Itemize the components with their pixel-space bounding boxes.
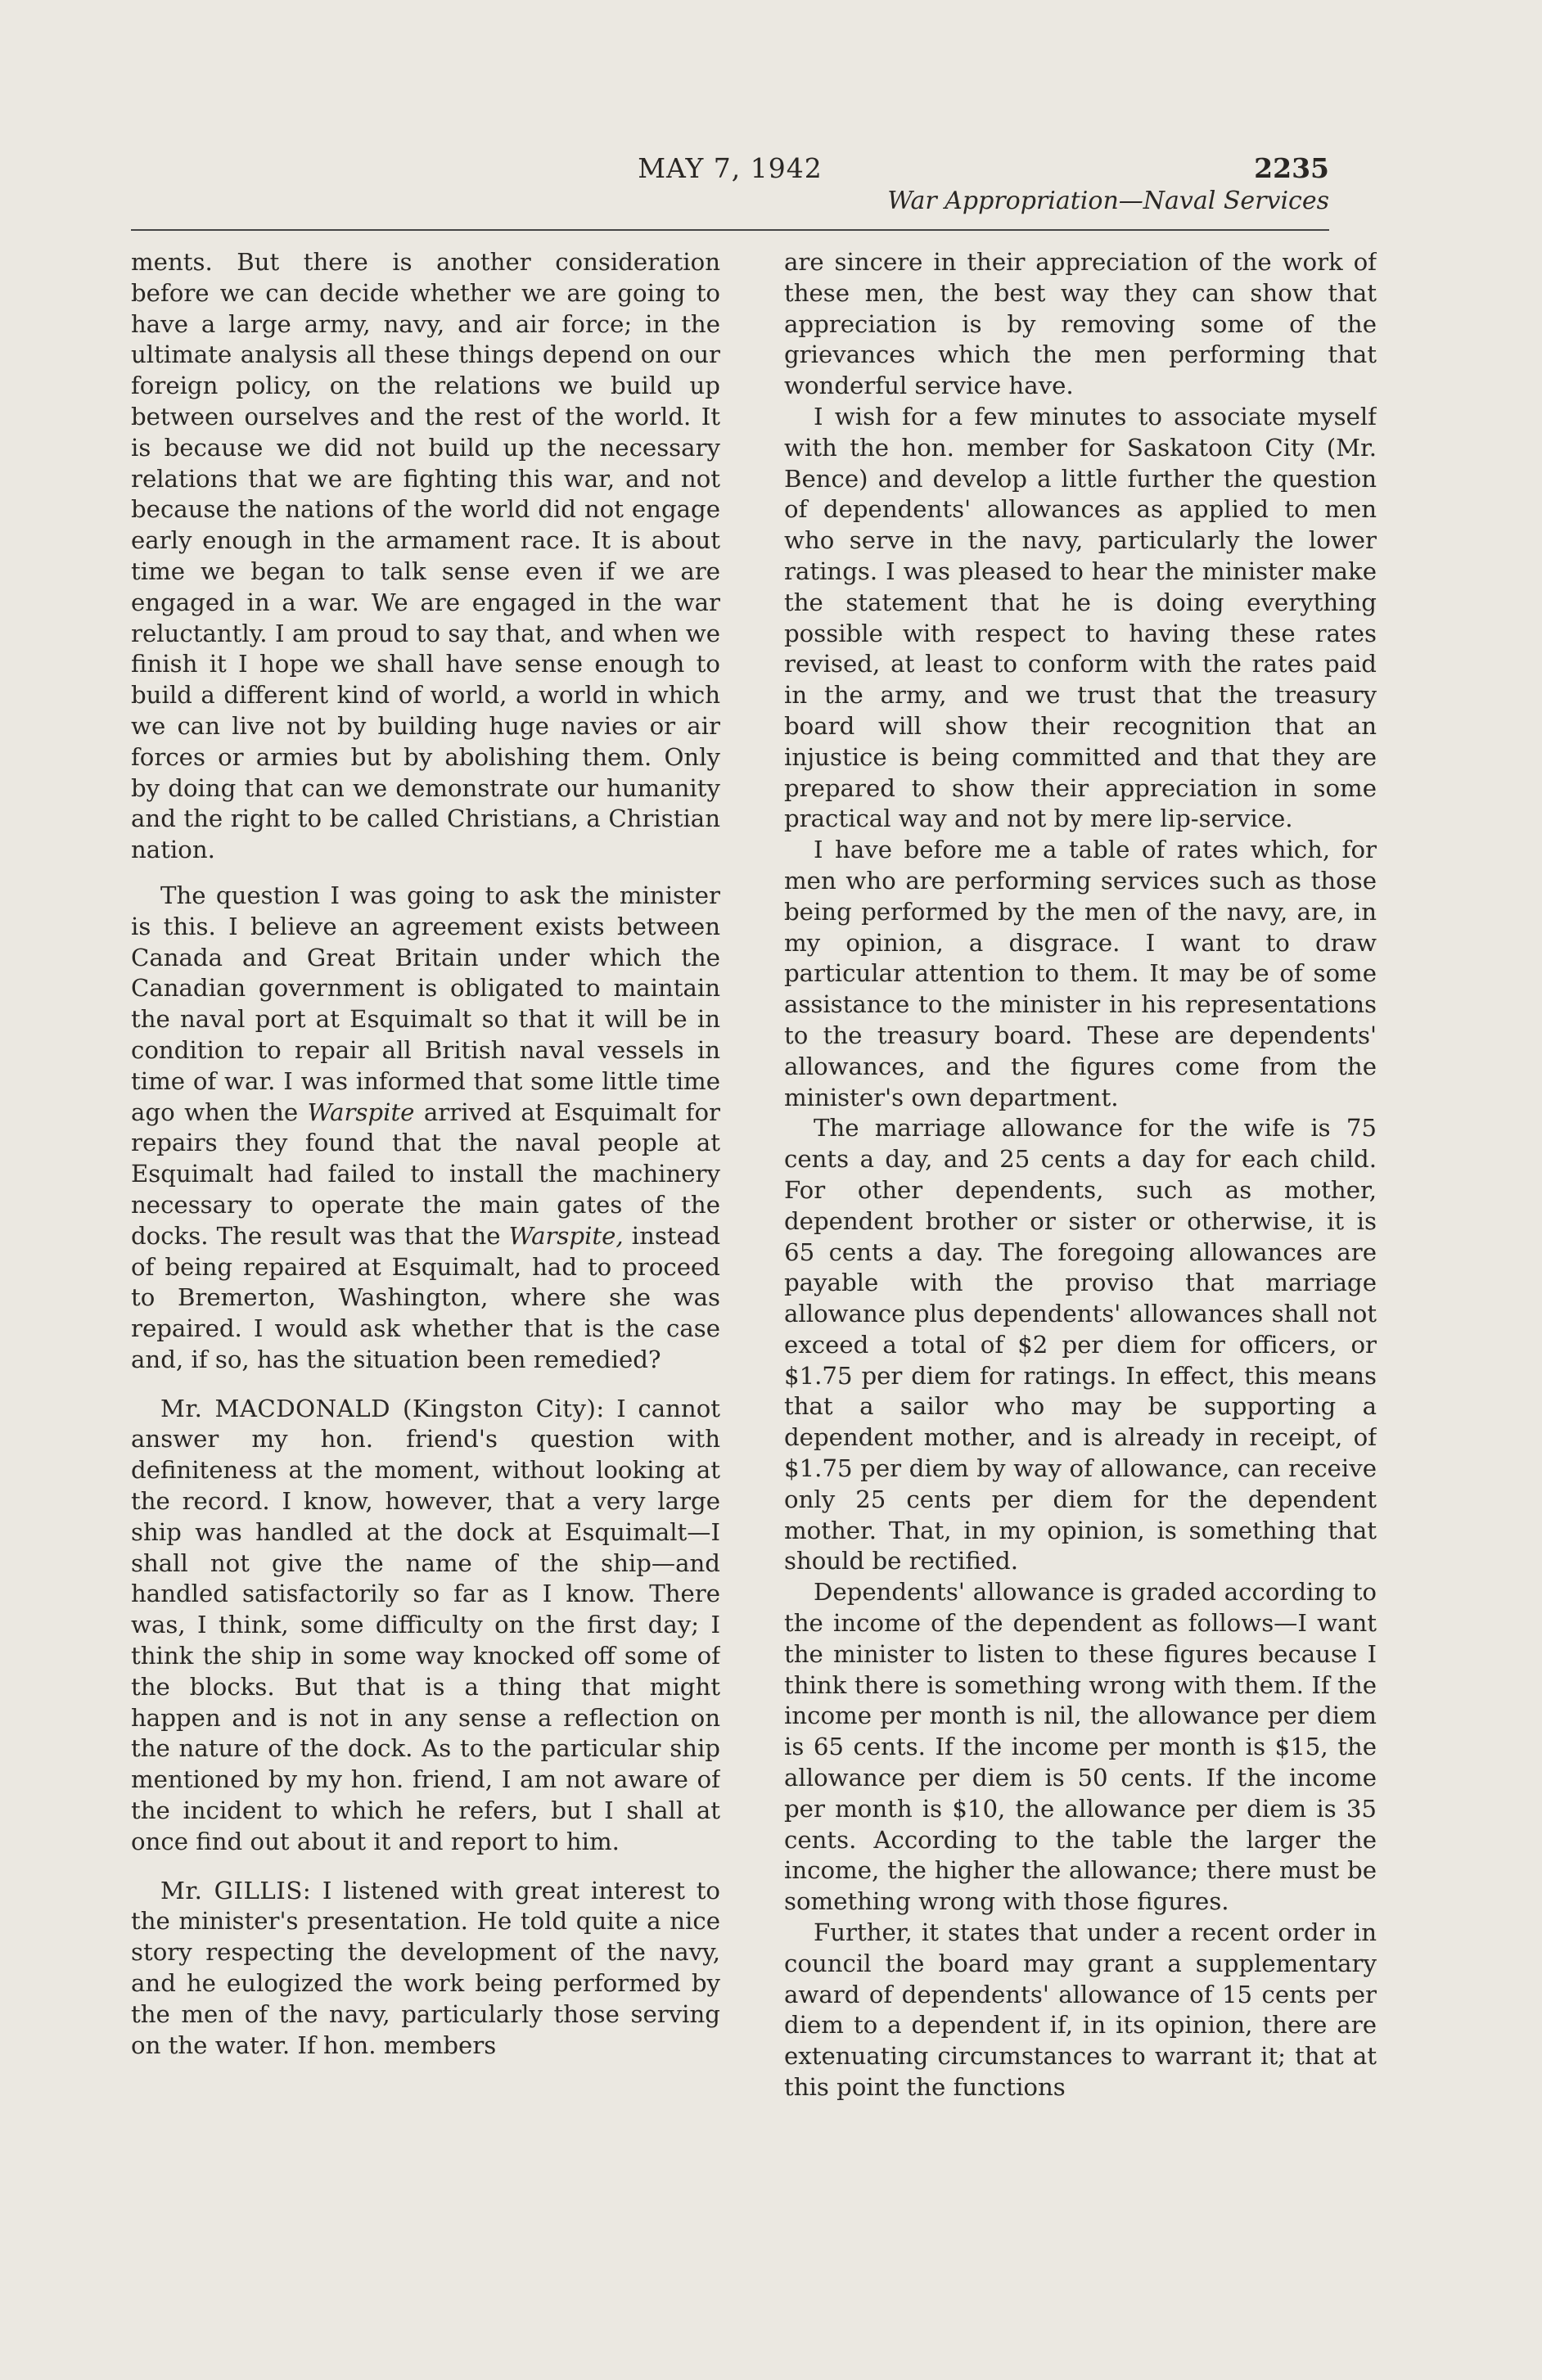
speech-text: I cannot answer my hon. friend's question with definiteness at the moment, without looking at the record. I know, however, that a very large ship was handled at the dock at Esquimalt—I shall not give the name of the ship—and handled satisfactorily so far as I know. There was, I think, some difficulty on the first day; I think the ship in some way knocked off some of the blocks. But that is a thing that might happen and is not in any sense a reflection on the nature of the dock. As to the particular ship mentioned by my hon. friend, I am not aware of the incident to which he refers, but I shall at once find out about it and report to him.	[131, 1394, 720, 1855]
ship-name: Warspite	[307, 1098, 415, 1126]
paragraph: Dependents' allowance is graded according to the income of the dependent as follows—I want the minister to listen to these figures because I think there is something wrong with them. If the income per month is nil, the allowance per diem is 65 cents. If the income per month is $15, the allowance per diem is 50 cents. If the income per month is $10, the allowance per diem is 35 cents. According to the table the larger the income, the higher the allowance; there must be something wrong with those figures.	[784, 1578, 1377, 1916]
running-title: War Appropriation—Naval Services	[887, 187, 1329, 215]
speech	[131, 1876, 720, 2062]
paragraph: The marriage allowance for the wife is 75 cents a day, and 25 cents a day for each child. For other dependents, such as mother, dependent brother or sister or otherwise, it is 65 cents a day. The foregoing allowances are payable with the proviso that marriage allowance plus dependents' allowances shall not exceed a total of $2 per diem for officers, or $1.75 per diem for ratings. In effect, this means that a sailor who may be supporting a dependent mother, and is already in receipt, of $1.75 per diem by way of allowance, can receive only 25 cents per diem for the dependent mother. That, in my opinion, is something that should be rectified.	[784, 1114, 1377, 1575]
paragraph-text: arrived at Esquimalt for repairs they found that the naval people at Esquimalt had failed to install the machinery necessary to operate the main gates of the docks. The result was that the	[131, 1098, 720, 1250]
header-date: MAY 7, 1942	[638, 152, 823, 184]
paragraph-text: instead of being repaired at Esquimalt, had to proceed to Bremerton, Washington, where she was repaired. I would ask whether that is the case and, if so, has the situation been remedied?	[131, 1221, 720, 1373]
speaker-name: Mr. GILLIS:	[160, 1876, 312, 1904]
speech-text: I listened with great interest to the minister's presentation. He told quite a nice story respecting the development of the navy, and he eulogized the work being performed by the men of the navy, particularly those serving on the water. If hon. members	[131, 1876, 720, 2059]
ship-name: Warspite,	[508, 1221, 624, 1250]
paragraph: ments. But there is another consideration before we can decide whether we are going to have a large army, navy, and air force; in the ultimate analysis all these things depend on our foreign policy, on the relations we build up between ourselves and the rest of the world. It is because we did not build up the necessary relations that we are fighting this war, and not because the nations of the world did not engage early enough in the armament race. It is about time we began to talk sense even if we are engaged in a war. We are engaged in the war reluctantly. I am proud to say that, and when we finish it I hope we shall have sense enough to build a different kind of world, a world in which we can live not by building huge navies or air forces or armies but by abolishing them. Only by doing that can we demonstrate our humanity and the right to be called Christians, a Christian nation.	[131, 248, 720, 864]
left-column	[131, 247, 720, 2170]
paragraph: are sincere in their appreciation of the work of these men, the best way they can show that appreciation is by removing some of the grievances which the men performing that wonderful service have.	[784, 248, 1377, 400]
right-column	[784, 247, 1377, 2170]
paragraph: I wish for a few minutes to associate myself with the hon. member for Saskatoon City (Mr. Bence) and develop a little further the question of dependents' allowances as applied to men who serve in the navy, particularly the lower ratings. I was pleased to hear the minister make the statement that he is doing everything possible with respect to having these rates revised, at least to conform with the rates paid in the army, and we trust that the treasury board will show their recognition that an injustice is being committed and that they are prepared to show their appreciation in some practical way and not by mere lip-service.	[784, 402, 1377, 833]
speech	[131, 1394, 720, 1858]
page-number: 2235	[1254, 152, 1329, 184]
paragraph: Further, it states that under a recent order in council the board may grant a supplementary award of dependents' allowance of 15 cents per diem to a dependent if, in its opinion, there are extenuating circumstances to warrant it; that at this point the functions	[784, 1918, 1377, 2102]
paragraph	[131, 881, 720, 1376]
page-header	[131, 146, 1329, 219]
header-rule	[131, 229, 1329, 231]
speaker-name: Mr. MACDONALD (Kingston City):	[160, 1394, 605, 1422]
paragraph-text: The question I was going to ask the minister is this. I believe an agreement exists between Canada and Great Britain under which the Canadian government is obligated to maintain the naval port at Esquimalt so that it will be in condition to repair all British naval vessels in time of war. I was informed that some little time ago when the	[131, 881, 720, 1126]
paragraph: I have before me a table of rates which, for men who are performing services such as those being performed by the men of the navy, are, in my opinion, a disgrace. I want to draw particular attention to them. It may be of some assistance to the minister in his representations to the treasury board. These are dependents' allowances, and the figures come from the minister's own department.	[784, 836, 1377, 1111]
